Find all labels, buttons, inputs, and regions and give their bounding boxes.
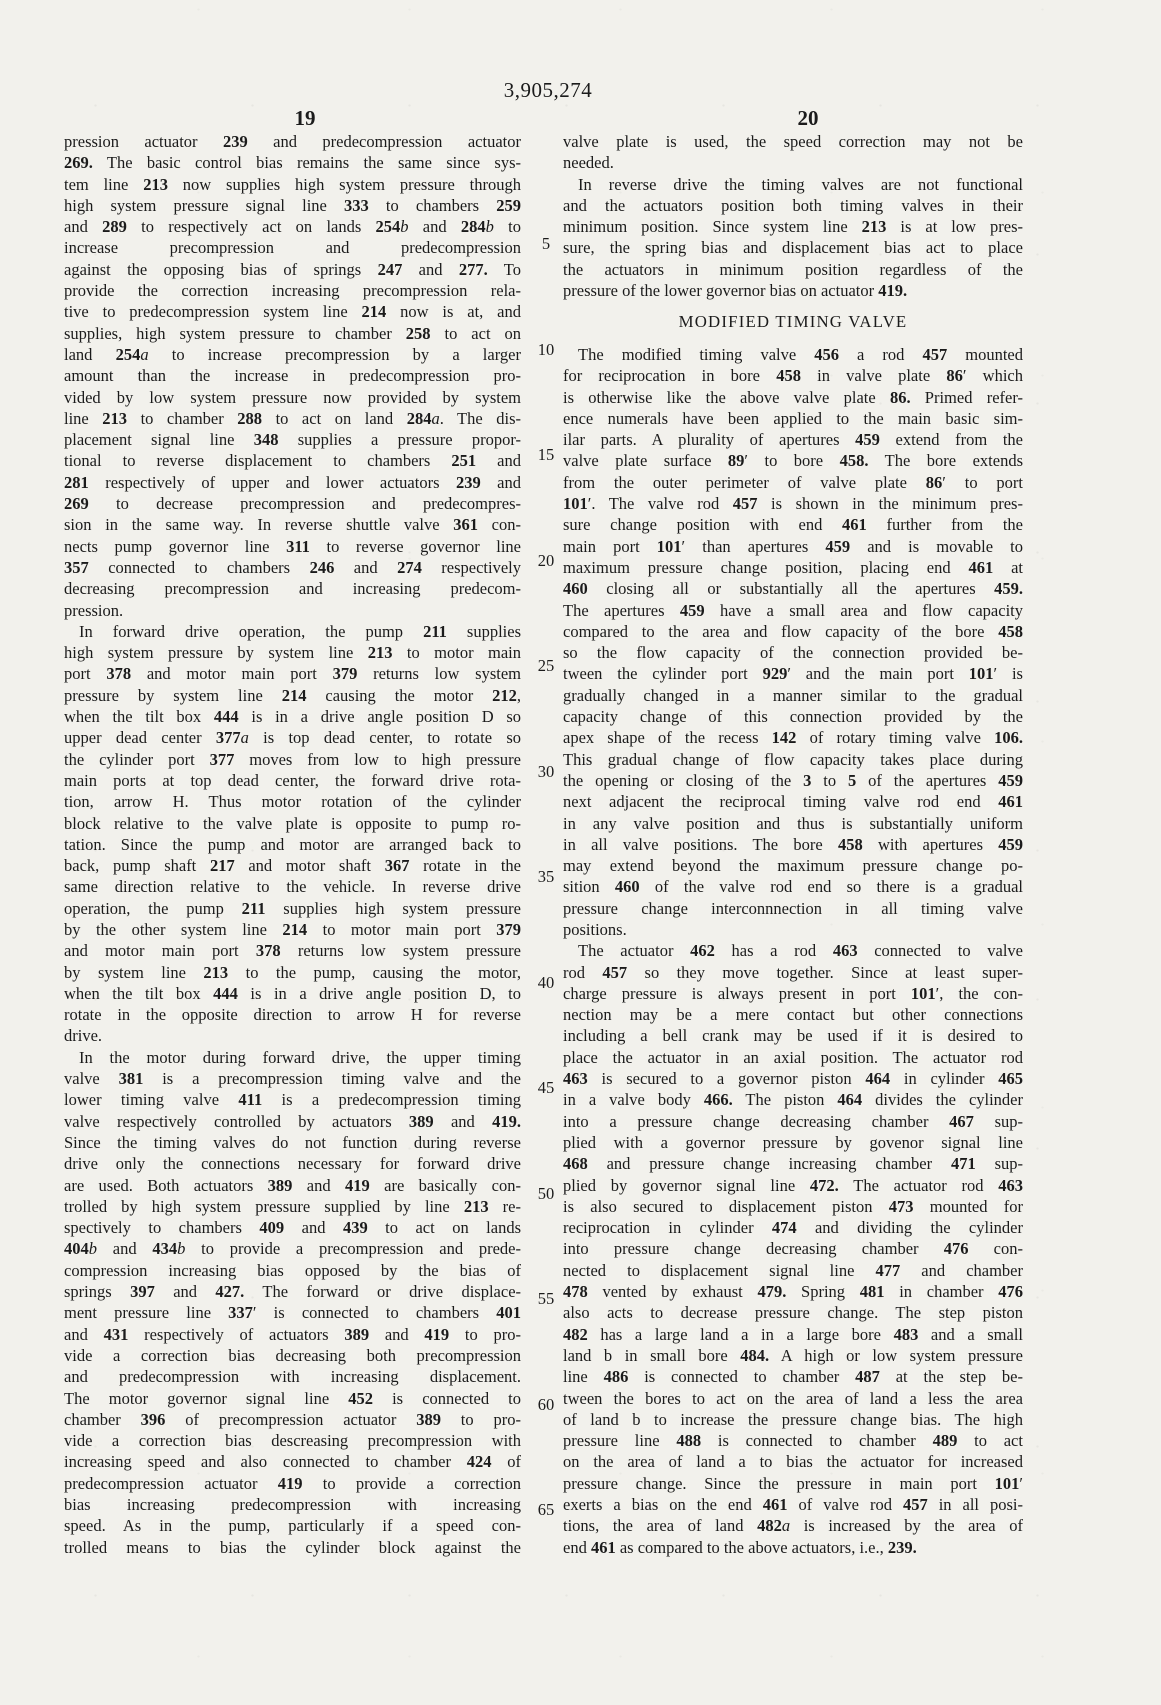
text-line: sion in the same way. In reverse shuttle valve 361 con- — [64, 515, 521, 535]
text-line: drive. — [64, 1026, 103, 1046]
text-line: on the area of land a to bias the actuator for increased — [563, 1452, 1023, 1472]
text-line: reciprocation in cylinder 474 and dividing the cylinder — [563, 1218, 1023, 1238]
text-line: apex shape of the recess 142 of rotary timing valve 106. — [563, 728, 1023, 748]
text-line: sition 460 of the valve rod end so there is a gradual — [563, 877, 1023, 897]
line-number-marker: 45 — [537, 1078, 555, 1097]
text-line: gradually changed in a manner similar to the gradual — [563, 685, 1023, 705]
text-line: main ports at top dead center, the forward drive rota- — [64, 770, 521, 790]
text-line: is also secured to displacement piston 473 mounted for — [563, 1196, 1023, 1216]
text-line: In forward drive operation, the pump 211 supplies — [79, 621, 521, 641]
text-line: and 289 to respectively act on lands 254b and 284b to — [64, 217, 521, 237]
text-line: pressure change. Since the pressure in main port 101′ — [563, 1473, 1023, 1493]
text-line: rotate in the opposite direction to arrow H for reverse — [64, 1005, 521, 1025]
text-line: decreasing precompression and increasing predecom- — [64, 579, 521, 599]
line-number-marker: 60 — [537, 1394, 555, 1414]
text-line: ment pressure line 337′ is connected to chambers 401 — [64, 1303, 521, 1323]
text-line: plied with a governor pressure by govenor signal line — [563, 1132, 1023, 1152]
text-line: tive to predecompression system line 214 now is at, and — [64, 302, 521, 322]
line-number-marker: 25 — [537, 656, 555, 675]
text-line: next adjacent the reciprocal timing valve rod end 461 — [563, 792, 1023, 812]
text-line: against the opposing bias of springs 247 and 277. To — [64, 259, 521, 279]
line-number-marker: 20 — [537, 550, 555, 570]
text-line: increase precompression and predecompression — [64, 238, 521, 258]
text-line: trolled by high system pressure supplied by line 213 re- — [64, 1196, 521, 1216]
text-line: In reverse drive the timing valves are not functional — [578, 174, 1023, 194]
text-line: vide a correction bias descreasing precompression with — [64, 1431, 521, 1451]
text-line: placement signal line 348 supplies a pressure propor- — [64, 430, 521, 450]
text-line: into a pressure change decreasing chamber 467 sup- — [563, 1111, 1023, 1131]
text-line: high system pressure signal line 333 to chambers 259 — [64, 195, 521, 215]
text-line: in all valve positions. The bore 458 with apertures 459 — [563, 834, 1023, 854]
text-line: place the actuator in an axial position. The actuator rod — [563, 1047, 1023, 1067]
text-line: and the actuators position both timing valves in their — [563, 195, 1023, 215]
text-line: supplies, high system pressure to chamber 258 to act on — [64, 323, 521, 343]
column-number-left: 19 — [294, 106, 316, 130]
text-line: ilar parts. A plurality of apertures 459 extend from the — [563, 430, 1023, 450]
text-line: when the tilt box 444 is in a drive angle position D so — [64, 707, 521, 727]
text-line: exerts a bias on the end 461 of valve rod 457 in all posi- — [563, 1495, 1023, 1514]
text-line: 269. The basic control bias remains the same since sys- — [64, 153, 521, 173]
text-line: pression. — [64, 600, 124, 620]
text-line: sure, the spring bias and displacement bias act to place — [563, 238, 1023, 258]
text-line: are used. Both actuators 389 and 419 are basically con- — [64, 1175, 521, 1195]
text-line: when the tilt box 444 is in a drive angle position D, to — [64, 983, 521, 1003]
text-line: the opening or closing of the 3 to 5 of the apertures 459 — [563, 770, 1023, 790]
text-line: 281 respectively of upper and lower actuators 239 and — [64, 472, 521, 492]
text-line: from the outer perimeter of valve plate 86′ to port — [563, 472, 1023, 492]
text-line: tions, the area of land 482a is increased by the area of — [563, 1516, 1023, 1536]
text-line: of land b to increase the pressure change bias. The high — [563, 1409, 1023, 1429]
text-line: and 431 respectively of actuators 389 and 419 to pro- — [64, 1324, 521, 1344]
text-line: 269 to decrease precompression and predecompres- — [64, 494, 521, 514]
text-line: main port 101′ than apertures 459 and is movable to — [563, 536, 1023, 556]
text-line: nected to displacement signal line 477 and chamber — [563, 1260, 1023, 1280]
text-line: In the motor during forward drive, the upper timing — [79, 1047, 521, 1067]
text-line: The motor governor signal line 452 is connected to — [64, 1388, 521, 1408]
text-line: positions. — [563, 919, 627, 939]
section-heading: MODIFIED TIMING VALVE — [678, 312, 908, 332]
text-line: amount than the increase in predecompression pro- — [64, 366, 521, 386]
text-line: The actuator 462 has a rod 463 connected to valve — [578, 941, 1023, 961]
text-line: lower timing valve 411 is a predecompression timing — [64, 1090, 521, 1110]
text-line: rod 457 so they move together. Since at least super- — [563, 962, 1023, 982]
text-line: same direction relative to the vehicle. In reverse drive — [64, 877, 521, 897]
line-number-marker: 30 — [537, 761, 555, 781]
text-line: vided by low system pressure now provided by system — [64, 387, 521, 407]
text-line: capacity change of this connection provided by the — [563, 707, 1023, 727]
text-line: operation, the pump 211 supplies high system pressure — [64, 898, 521, 918]
line-number-marker: 40 — [537, 972, 555, 992]
text-line: pressure of the lower governor bias on actuator 419. — [563, 281, 908, 301]
text-line: chamber 396 of precompression actuator 389 to pro- — [64, 1409, 521, 1429]
text-line: valve respectively controlled by actuators 389 and 419. — [64, 1111, 521, 1131]
text-line: The apertures 459 have a small area and flow capacity — [563, 600, 1023, 620]
line-number-marker: 5 — [541, 234, 551, 253]
text-line: land 254a to increase precompression by a larger — [64, 344, 521, 364]
text-line: in a valve body 466. The piston 464 divides the cylinder — [563, 1090, 1023, 1110]
text-line: charge pressure is always present in port 101′, the con- — [563, 983, 1023, 1003]
text-line: pressure change interconnnection in all timing valve — [563, 898, 1023, 918]
text-line: the actuators in minimum position regardless of the — [563, 259, 1023, 279]
text-line: trolled means to bias the cylinder block against the — [64, 1537, 521, 1557]
line-number-marker: 55 — [537, 1289, 555, 1308]
text-line: minimum position. Since system line 213 is at low pres- — [563, 217, 1023, 237]
text-line: compared to the area and flow capacity of the bore 458 — [563, 621, 1023, 641]
text-line: line 213 to chamber 288 to act on land 284a. The dis- — [64, 408, 521, 428]
text-line: Since the timing valves do not function during reverse — [64, 1132, 521, 1152]
column-20-text — [563, 131, 1023, 1558]
text-line: port 378 and motor main port 379 returns low system — [64, 664, 521, 684]
text-line: by system line 213 to the pump, causing the motor, — [64, 962, 521, 982]
text-line: The modified timing valve 456 a rod 457 mounted — [578, 344, 1023, 364]
text-line: nects pump governor line 311 to reverse governor line — [64, 536, 521, 556]
text-line: plied by governor signal line 472. The actuator rod 463 — [563, 1175, 1023, 1195]
text-line: springs 397 and 427. The forward or drive displace- — [64, 1282, 521, 1302]
text-line: sure change position with end 461 further from the — [563, 515, 1023, 535]
text-line: 482 has a large land a in a large bore 483 and a small — [563, 1324, 1023, 1344]
text-line: 460 closing all or substantially all the apertures 459. — [563, 579, 1023, 599]
patent-number: 3,905,274 — [503, 78, 593, 102]
text-line: vide a correction bias decreasing both precompression — [64, 1345, 521, 1365]
text-line: nection may be a mere contact but other connections — [563, 1005, 1023, 1025]
text-line: This gradual change of flow capacity takes place during — [563, 749, 1023, 769]
text-line: in any valve position and thus is substantially uniform — [563, 813, 1023, 833]
text-line: is otherwise like the above valve plate 86. Primed refer- — [563, 387, 1023, 407]
text-line: tem line 213 now supplies high system pressure through — [64, 174, 521, 194]
line-number-marker: 10 — [537, 339, 555, 359]
text-line: may extend beyond the maximum pressure change po- — [563, 856, 1023, 876]
text-line: tation. Since the pump and motor are arranged back to — [64, 834, 521, 854]
text-line: block relative to the valve plate is opposite to pump ro- — [64, 813, 521, 833]
line-number-marker: 15 — [537, 445, 555, 464]
text-line: ence numerals have been applied to the main basic sim- — [563, 408, 1023, 428]
text-line: into pressure change decreasing chamber 476 con- — [563, 1239, 1023, 1259]
text-line: 478 vented by exhaust 479. Spring 481 in chamber 476 — [563, 1282, 1023, 1302]
text-line: predecompression actuator 419 to provide a correction — [64, 1473, 521, 1493]
text-line: so the flow capacity of the connection provided be- — [563, 643, 1023, 663]
text-line: speed. As in the pump, particularly if a speed con- — [64, 1516, 521, 1536]
text-line: 468 and pressure change increasing chamber 471 sup- — [563, 1154, 1023, 1174]
text-line: 463 is secured to a governor piston 464 in cylinder 465 — [563, 1069, 1023, 1089]
text-line: and predecompression with increasing displacement. — [64, 1367, 521, 1387]
text-line: provide the correction increasing precompression rela- — [64, 281, 521, 301]
text-line: 357 connected to chambers 246 and 274 respectively — [64, 557, 521, 577]
text-line: upper dead center 377a is top dead center, to rotate so — [64, 728, 521, 748]
text-line: back, pump shaft 217 and motor shaft 367 rotate in the — [64, 856, 521, 876]
text-line: compression increasing bias opposed by the bias of — [64, 1260, 521, 1280]
text-line: and motor main port 378 returns low system pressure — [64, 941, 521, 961]
text-line: tional to reverse displacement to chambers 251 and — [64, 451, 521, 471]
text-line: 101′. The valve rod 457 is shown in the minimum pres- — [563, 494, 1023, 514]
text-line: tion, arrow H. Thus motor rotation of the cylinder — [64, 792, 521, 812]
text-line: spectively to chambers 409 and 439 to act on lands — [64, 1218, 521, 1238]
text-line: by the other system line 214 to motor main port 379 — [64, 919, 521, 939]
text-line: high system pressure by system line 213 to motor main — [64, 643, 521, 663]
text-line: pression actuator 239 and predecompression actuator — [64, 132, 521, 151]
line-number-marker: 50 — [537, 1183, 555, 1203]
text-line: for reciprocation in bore 458 in valve plate 86′ which — [563, 366, 1023, 386]
text-line: 404b and 434b to provide a precompression and prede- — [64, 1239, 521, 1259]
text-line: end 461 as compared to the above actuators, i.e., 239. — [563, 1537, 917, 1557]
text-line: tween the bores to act on the area of land a less the area — [563, 1388, 1023, 1408]
text-line: valve 381 is a precompression timing valve and the — [64, 1069, 521, 1089]
text-line: maximum pressure change position, placing end 461 at — [563, 557, 1023, 577]
text-line: also acts to decrease pressure change. The step piston — [563, 1303, 1023, 1323]
text-line: bias increasing predecompression with increasing — [64, 1495, 521, 1514]
text-line: pressure by system line 214 causing the motor 212, — [64, 685, 521, 705]
text-line: increasing speed and also connected to chamber 424 of — [64, 1452, 521, 1472]
line-number-marker: 35 — [537, 867, 555, 886]
text-line: pressure line 488 is connected to chamber 489 to act — [563, 1431, 1023, 1451]
text-line: valve plate surface 89′ to bore 458. The bore extends — [563, 451, 1023, 471]
line-number-marker: 65 — [537, 1500, 555, 1519]
text-line: including a bell crank may be used if it is desired to — [563, 1026, 1023, 1046]
text-line: land b in small bore 484. A high or low system pressure — [563, 1345, 1023, 1365]
text-line: the cylinder port 377 moves from low to high pressure — [64, 749, 521, 769]
text-line: tween the cylinder port 929′ and the main port 101′ is — [563, 664, 1023, 684]
column-number-right: 20 — [797, 106, 819, 130]
text-line: drive only the connections necessary for forward drive — [64, 1154, 521, 1174]
column-19-text — [64, 131, 521, 1558]
text-line: line 486 is connected to chamber 487 at the step be- — [563, 1367, 1023, 1387]
text-line: needed. — [563, 153, 614, 173]
text-line: valve plate is used, the speed correction may not be — [563, 132, 1023, 151]
